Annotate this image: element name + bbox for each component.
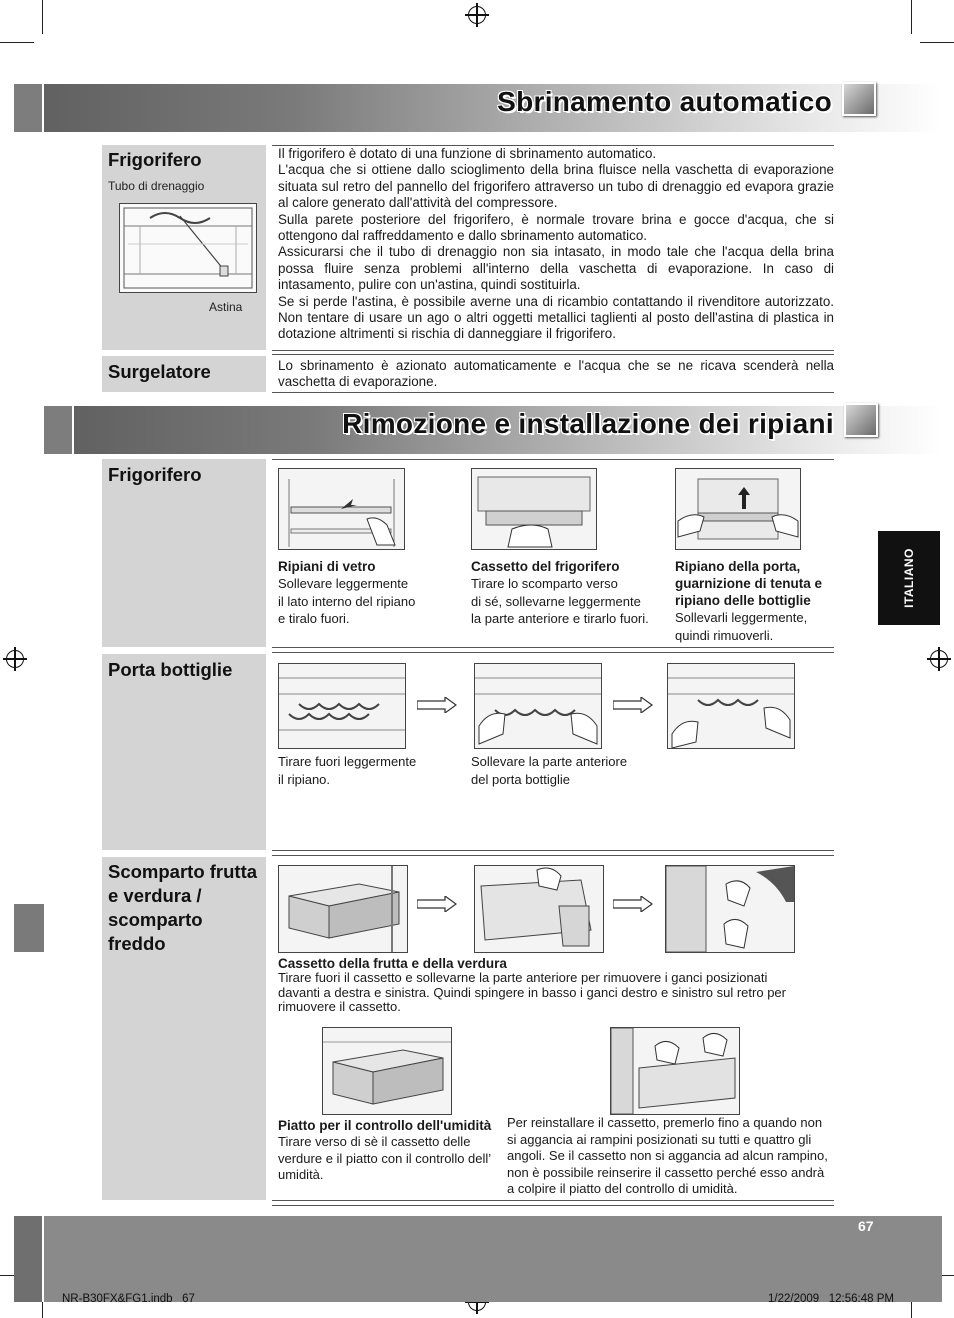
fridge-drawer-illustration	[471, 468, 597, 550]
crop-mark	[0, 42, 34, 43]
door-shelf-drawing	[676, 469, 800, 549]
margin-marker	[14, 904, 44, 955]
caption-text: Tirare fuori il cassetto e sollevarne la parte anteriore per rimuovere i ganci posizionati davanti a destra e sinistra. Quindi spingere in basso i ganci destro e sinistro sul retro per rimuovere il cassetto.	[278, 970, 786, 1014]
door-shelf-illustration	[675, 468, 801, 550]
bottle-rack-step1-illustration	[278, 663, 406, 749]
divider	[272, 350, 834, 351]
section-title-sbrinamento: Sbrinamento automatico	[497, 86, 832, 117]
section-label-frigorifero: Frigorifero	[108, 149, 202, 170]
arrow-right-icon	[613, 896, 653, 912]
bottle-rack-drawing	[668, 664, 794, 748]
divider	[272, 652, 834, 653]
surgelatore-text: Lo sbrinamento è azionato automaticamente e l'acqua che se ne ricava scenderà nella vaschetta di evaporazione.	[278, 358, 834, 390]
print-date-info: 1/22/2009 12:56:48 PM	[768, 1293, 894, 1305]
language-tab-label: ITALIANO	[902, 548, 916, 608]
bottle-rack-step3-illustration	[667, 663, 795, 749]
glass-shelf-drawing	[279, 469, 404, 549]
drawer-drawing	[475, 866, 603, 952]
caption-title: Piatto per il controllo dell'umidità	[278, 1118, 492, 1133]
divider	[272, 354, 834, 355]
divider	[272, 855, 834, 856]
caption-title: Cassetto del frigorifero	[471, 559, 620, 574]
divider	[272, 1200, 834, 1201]
caption-line: Tirare lo scomparto verso	[471, 576, 618, 591]
glass-shelf-illustration	[278, 468, 405, 550]
bottle-rack-step2-illustration	[474, 663, 602, 749]
page-number: 67	[858, 1218, 874, 1234]
section-title-rimozione: Rimozione e installazione dei ripiani	[342, 408, 834, 439]
vegetable-drawer-step2-illustration	[474, 865, 604, 953]
paragraph: Il frigorifero è dotato di una funzione di sbrinamento automatico.	[278, 146, 657, 161]
language-tab	[878, 531, 940, 625]
piatto-umidita-block	[278, 1117, 496, 1184]
caption-line: Tirare fuori leggermente	[278, 754, 417, 769]
print-file-info: NR-B30FX&FG1.indb 67	[62, 1293, 195, 1305]
registration-mark-icon	[468, 6, 486, 24]
section-label-frigorifero-ripiani: Frigorifero	[108, 464, 202, 485]
arrow-right-icon	[417, 896, 457, 912]
bottle-rack-drawing	[279, 664, 405, 748]
humidity-plate-illustration	[322, 1027, 452, 1115]
registration-mark-icon	[930, 650, 948, 668]
caption-text: Tirare verso di sè il cassetto delle verdure e il piatto con il controllo dell’ umidità.	[278, 1134, 491, 1183]
illustration-label-tubo: Tubo di drenaggio	[108, 179, 205, 193]
crop-mark	[920, 42, 954, 43]
caption-line: Sollevare leggermente	[278, 576, 409, 591]
caption-ripiani-vetro	[278, 558, 458, 628]
caption-line: il ripiano.	[278, 771, 331, 787]
caption-line: la parte anteriore e tirarlo fuori.	[471, 611, 649, 626]
caption-title: Ripiani di vetro	[278, 559, 376, 574]
fridge-interior-drawing	[120, 204, 256, 292]
illustration-label-astina: Astina	[209, 300, 243, 314]
drawer-reinstall-illustration	[610, 1027, 740, 1115]
footer-stub	[14, 1216, 44, 1302]
section-label-surgelatore: Surgelatore	[108, 361, 211, 382]
defrost-drain-illustration	[119, 203, 257, 293]
drawer-drawing	[666, 866, 794, 952]
reinstall-text: Per reinstallare il cassetto, premerlo fino a quando non si aggancia ai rampini posizionati su tutti e quattro gli angoli. Se il cassetto non si aggancia ad alcun rampino, non è possibile reinserire il cassetto perché esso andrà a colpire il piatto del controllo di umidità.	[507, 1115, 828, 1197]
drawer-drawing	[279, 866, 407, 952]
defrost-paragraphs	[278, 146, 834, 343]
divider	[272, 392, 834, 393]
footer-band	[14, 1216, 942, 1302]
paragraph: Se si perde l'astina, è possibile averne una di ricambio contattando il rivenditore autorizzato. Non tentare di usare un ago o altri oggetti metallici taglienti al posto dell'astina di plastica in dotazione altrimenti si rischia di danneggiare il frigorifero.	[278, 293, 834, 342]
divider	[272, 850, 834, 851]
caption-porta-bottiglie-2	[471, 753, 661, 788]
caption-title: Cassetto della frutta e della verdura	[278, 956, 507, 971]
paragraph: Sulla parete posteriore del frigorifero, è normale trovare brina e gocce d'acqua, che si ottengono dal raffreddamento e dallo sbrinamento automatico.	[278, 211, 834, 244]
divider	[272, 459, 834, 460]
bottle-rack-drawing	[475, 664, 601, 748]
divider	[272, 1205, 834, 1206]
divider	[272, 647, 834, 648]
caption-line: quindi rimuoverli.	[675, 627, 774, 643]
arrow-right-icon	[613, 697, 653, 713]
paragraph: Assicurarsi che il tubo di drenaggio non sia intasato, in modo tale che l'acqua della brina possa fluire senza problemi all'interno della vaschetta di evaporazione. In caso di intasamento, pulire con un'astina, quindi sostituirla.	[278, 244, 834, 293]
caption-line: Sollevare la parte anteriore	[471, 754, 628, 769]
section-label-porta-bottiglie: Porta bottiglie	[108, 659, 233, 680]
title-bar-stub	[14, 84, 44, 132]
arrow-right-icon	[417, 697, 457, 713]
section-label-scomparto: Scomparto frutta e verdura / scomparto freddo	[108, 861, 258, 954]
title-square-icon	[842, 82, 876, 116]
crop-mark	[911, 0, 912, 34]
vegetable-drawer-step1-illustration	[278, 865, 408, 953]
caption-porta-bottiglie-1	[278, 753, 458, 788]
caption-line: e tiralo fuori.	[278, 611, 350, 626]
caption-cassetto-frigorifero	[471, 558, 671, 628]
fridge-drawer-drawing	[472, 469, 596, 549]
caption-line: Sollevarli leggermente,	[675, 610, 808, 625]
title-square-icon	[844, 403, 878, 437]
caption-line: del porta bottiglie	[471, 771, 571, 787]
drawer-drawing	[611, 1028, 739, 1114]
label-column	[102, 654, 266, 850]
caption-title: Ripiano della porta, guarnizione di tenuta e ripiano delle bottiglie	[675, 559, 823, 608]
paragraph: L'acqua che si ottiene dallo scioglimento della brina fluisce nella vaschetta di evaporazione situata sul retro del pannello del frigorifero attraverso un tubo di drenaggio ed evapora grazie al calore generato dall'attività del compressore.	[278, 162, 834, 211]
drawer-drawing	[323, 1028, 451, 1114]
title-bar-stub	[44, 406, 74, 454]
caption-line: di sé, sollevarne leggermente	[471, 593, 641, 609]
vegetable-drawer-step3-illustration	[665, 865, 795, 953]
cassetto-frutta-block	[278, 956, 808, 1015]
caption-ripiano-porta	[675, 558, 835, 644]
registration-mark-icon	[6, 650, 24, 668]
label-column	[102, 459, 266, 647]
crop-mark	[42, 0, 43, 34]
caption-line: il lato interno del ripiano	[278, 593, 416, 609]
